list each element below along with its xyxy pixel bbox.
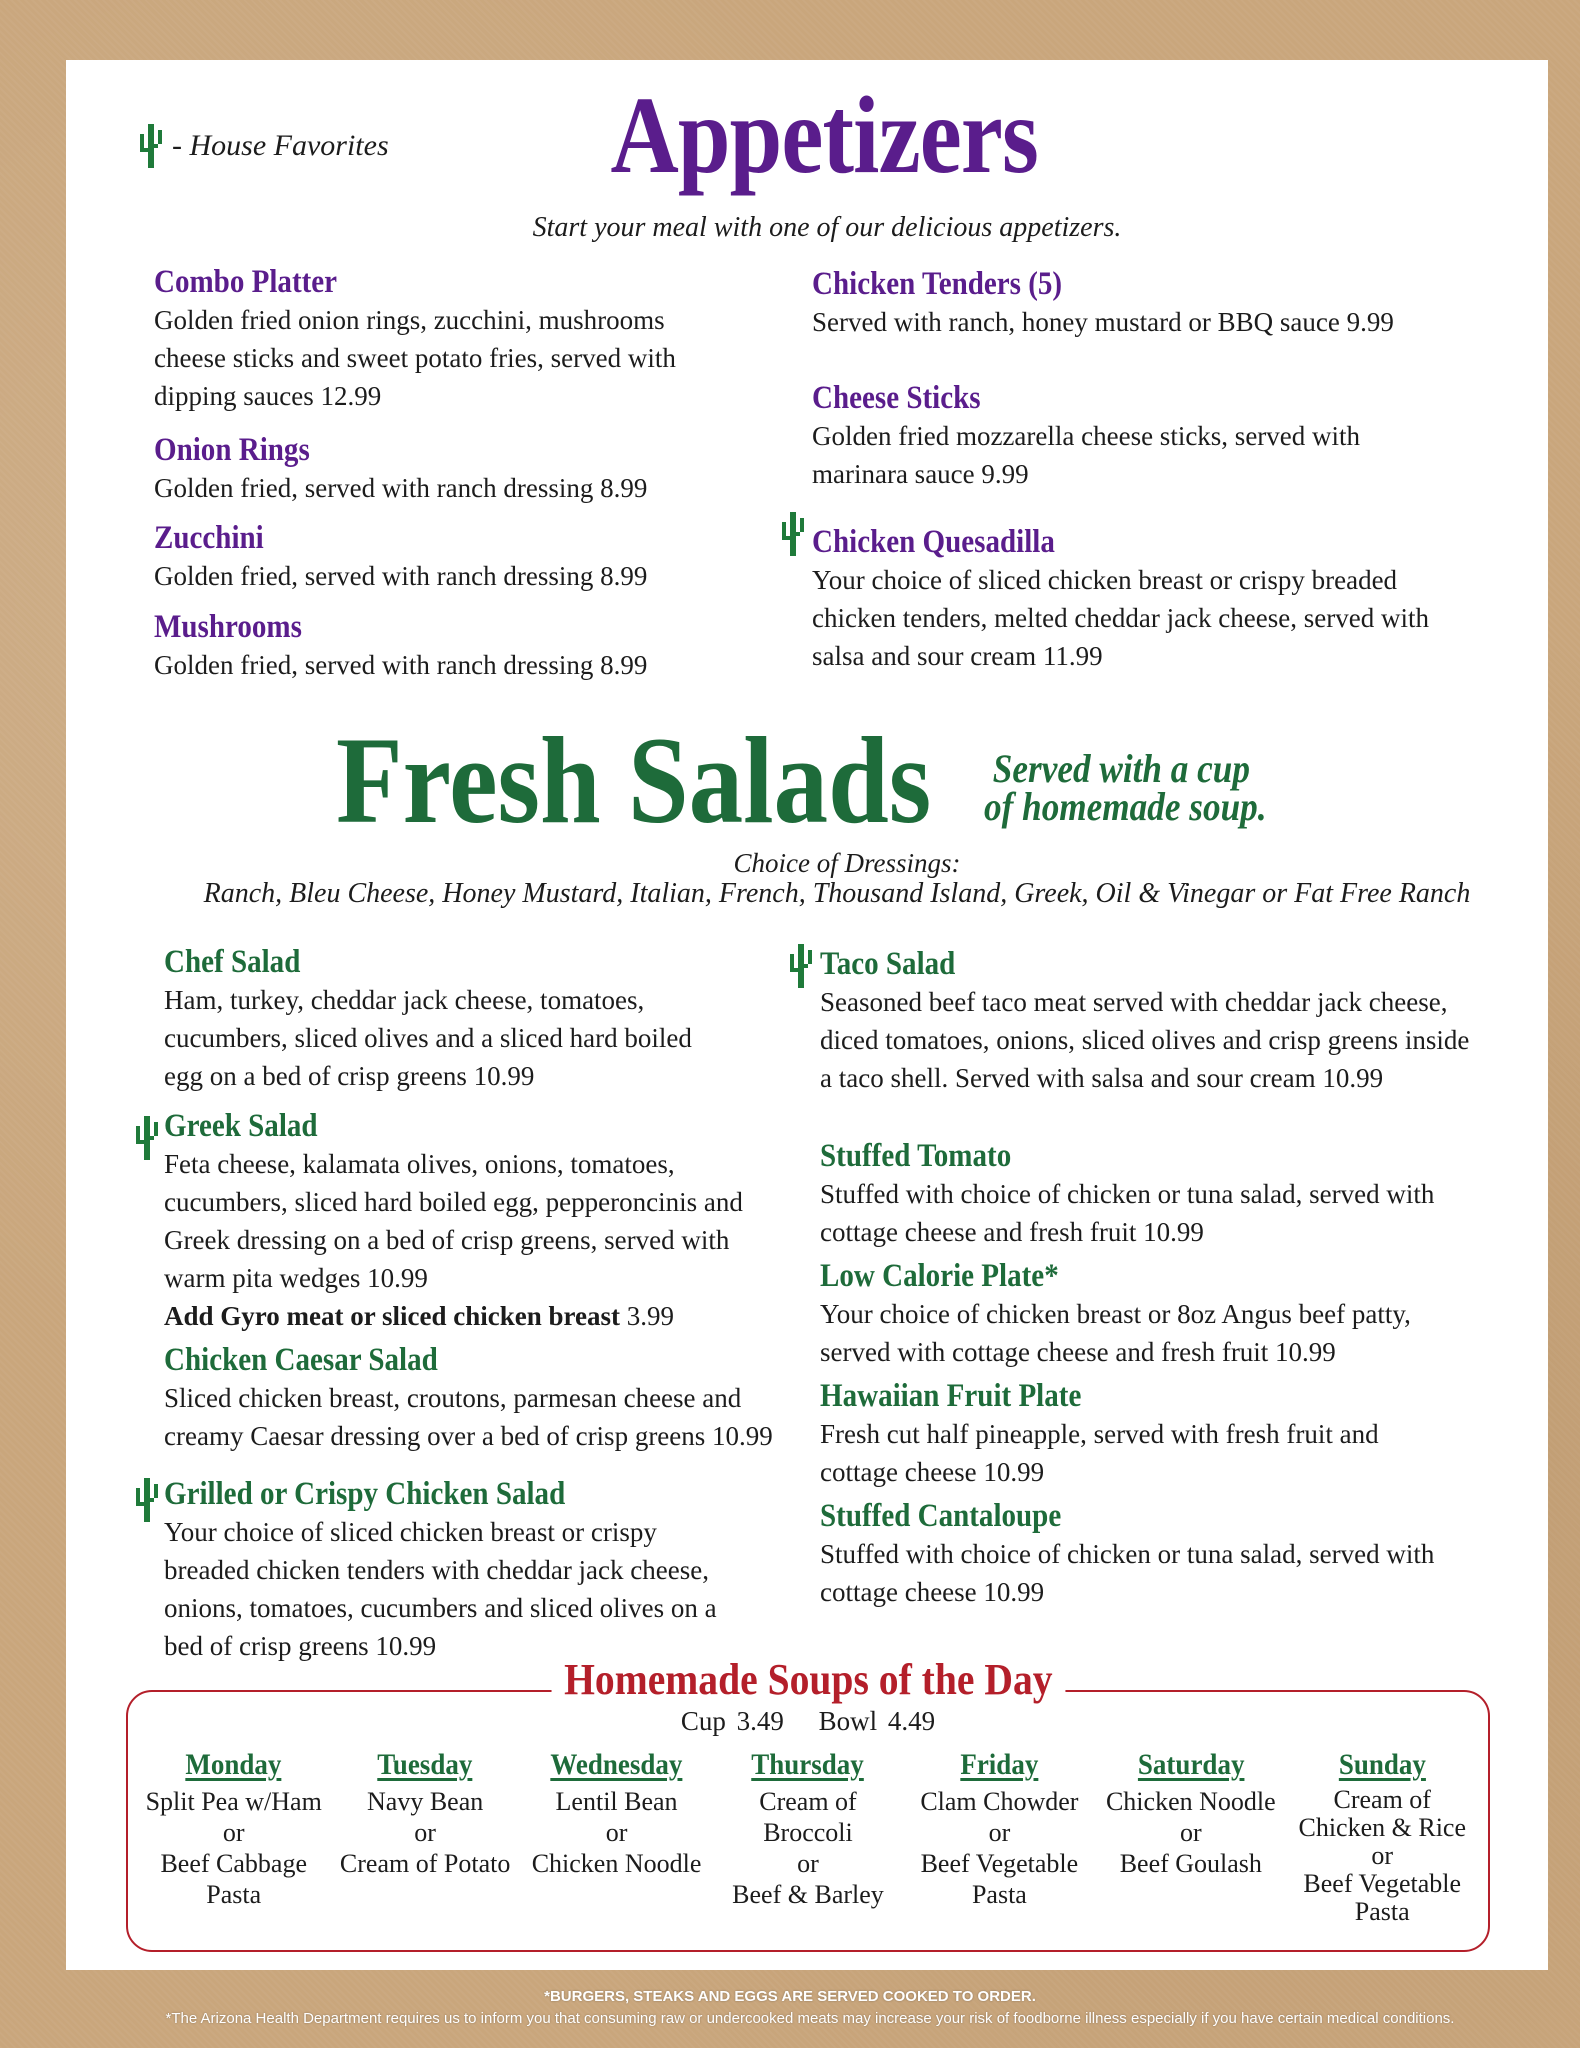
- soup-line: or: [414, 1818, 436, 1847]
- item-addon: [164, 1297, 764, 1335]
- menu-item: [164, 1476, 724, 1665]
- item-desc: Golden fried mozzarella cheese sticks, served with marinara sauce 9.99: [812, 421, 1361, 489]
- day-label: Saturday: [1137, 1748, 1245, 1781]
- cactus-icon: [786, 942, 816, 990]
- item-desc: Ham, turkey, cheddar jack cheese, tomatoes, cucumbers, sliced olives and a sliced hard boiled egg on a bed of crisp greens 10.99: [164, 985, 692, 1091]
- soups-of-the-day-box: [126, 1655, 1490, 1952]
- soup-options: [329, 1786, 520, 1879]
- item-desc: Golden fried, served with ranch dressing 8.99: [154, 650, 648, 680]
- menu-item: [154, 609, 694, 684]
- menu-item: [812, 380, 1412, 493]
- soup-day-wednesday: [521, 1748, 712, 1926]
- addon-label: Add Gyro meat or sliced chicken breast: [164, 1301, 620, 1331]
- soup-line: or: [1179, 1818, 1202, 1847]
- item-name: Stuffed Cantaloupe: [820, 1498, 1062, 1534]
- soup-line: or: [222, 1818, 245, 1847]
- item-desc: Golden fried, served with ranch dressing 8.99: [154, 561, 648, 591]
- item-desc: Stuffed with choice of chicken or tuna salad, served with cottage cheese 10.99: [820, 1539, 1435, 1607]
- soup-options: [138, 1786, 329, 1910]
- day-label: Monday: [185, 1748, 282, 1781]
- cactus-icon: [136, 122, 166, 170]
- soup-line: or: [1371, 1841, 1394, 1870]
- soup-day-sunday: [1287, 1748, 1478, 1926]
- menu-item: [164, 1342, 804, 1455]
- menu-page: [66, 60, 1548, 1970]
- cactus-icon: [132, 1114, 162, 1162]
- soup-line: or: [797, 1849, 819, 1878]
- item-name: Grilled or Crispy Chicken Salad: [164, 1476, 566, 1512]
- menu-item: [164, 1108, 764, 1335]
- soup-line: Split Pea w/Ham: [145, 1787, 322, 1816]
- menu-item: [820, 1378, 1460, 1491]
- menu-item: [154, 520, 694, 595]
- soup-days: [138, 1748, 1478, 1926]
- soup-line: Lentil Bean: [555, 1787, 678, 1816]
- cactus-icon: [132, 1476, 162, 1524]
- day-label: Sunday: [1338, 1748, 1426, 1781]
- appetizers-subtitle: Start your meal with one of our delicious appetizers.: [532, 212, 1122, 243]
- item-name: Zucchini: [154, 520, 264, 556]
- soup-line: Cream of: [759, 1787, 857, 1816]
- soup-line: Pasta: [1354, 1897, 1410, 1926]
- item-desc: Seasoned beef taco meat served with cheddar jack cheese, diced tomatoes, onions, sliced olives and crisp greens inside a taco shell. Served with salsa and sour cream 10.99: [820, 987, 1470, 1093]
- footer-disclaimer: [0, 1986, 1580, 2030]
- soup-day-friday: [904, 1748, 1095, 1926]
- item-desc: Fresh cut half pineapple, served with fresh fruit and cottage cheese 10.99: [820, 1419, 1379, 1487]
- health-department-note: *The Arizona Health Department requires us to inform you that consuming raw or undercooked meats may increase your risk of foodborne illness especially if you have certain medical conditions.: [165, 2010, 1455, 2027]
- cactus-icon: [778, 510, 808, 558]
- appetizers-heading: Appetizers: [610, 74, 1038, 196]
- item-name: Onion Rings: [154, 432, 310, 468]
- menu-item: [812, 524, 1462, 675]
- salads-heading: Fresh Salads: [336, 712, 932, 849]
- item-name: Hawaiian Fruit Plate: [820, 1378, 1082, 1414]
- item-name: Chicken Quesadilla: [812, 524, 1055, 560]
- soup-line: Beef Vegetable: [920, 1849, 1079, 1878]
- soup-line: Broccoli: [763, 1818, 853, 1847]
- salads-tagline: [984, 746, 1267, 829]
- soup-line: Navy Bean: [367, 1787, 484, 1816]
- menu-item: [154, 264, 694, 415]
- day-label: Tuesday: [377, 1748, 473, 1781]
- soup-line: Pasta: [971, 1880, 1027, 1909]
- addon-price: 3.99: [626, 1301, 674, 1331]
- soup-line: Cream of Potato: [339, 1849, 511, 1878]
- item-desc: Golden fried onion rings, zucchini, mushrooms cheese sticks and sweet potato fries, served with dipping sauces 12.99: [154, 305, 676, 411]
- salads-tagline-line1: Served with a cup: [992, 746, 1250, 791]
- item-name: Chicken Tenders (5): [812, 266, 1063, 302]
- item-name: Taco Salad: [820, 946, 956, 982]
- menu-item: [154, 432, 694, 507]
- soups-prices: [128, 1706, 1488, 1737]
- bowl-price: Bowl 4.49: [818, 1706, 936, 1736]
- item-desc: Served with ranch, honey mustard or BBQ sauce 9.99: [812, 307, 1394, 337]
- day-label: Friday: [960, 1748, 1039, 1781]
- soup-line: Chicken Noodle: [1105, 1787, 1276, 1816]
- item-name: Chicken Caesar Salad: [164, 1342, 438, 1378]
- item-desc: Sliced chicken breast, croutons, parmesan cheese and creamy Caesar dressing over a bed of crisp greens 10.99: [164, 1383, 773, 1451]
- soup-line: Chicken & Rice: [1298, 1813, 1466, 1842]
- soup-line: Clam Chowder: [920, 1787, 1079, 1816]
- salads-tagline-line2: of homemade soup.: [984, 784, 1267, 829]
- soup-line: Beef & Barley: [732, 1880, 884, 1909]
- soup-line: Beef Cabbage: [160, 1849, 307, 1878]
- cup-price: Cup 3.49: [680, 1706, 784, 1736]
- menu-item: [164, 944, 704, 1095]
- house-favorites-label: - House Favorites: [172, 129, 389, 162]
- soup-options: [904, 1786, 1095, 1910]
- soup-line: Beef Vegetable: [1303, 1869, 1462, 1898]
- item-name: Cheese Sticks: [812, 380, 981, 416]
- dressings-label: Choice of Dressings:: [733, 848, 961, 878]
- item-desc: Feta cheese, kalamata olives, onions, tomatoes, cucumbers, sliced hard boiled egg, pepperoncinis and Greek dressing on a bed of crisp greens, served with warm pita wedges 10.99: [164, 1149, 743, 1293]
- soup-line: Cream of: [1333, 1785, 1431, 1814]
- soup-line: or: [605, 1818, 628, 1847]
- soups-heading-text: Homemade Soups of the Day: [551, 1654, 1065, 1705]
- soup-options: [712, 1786, 903, 1910]
- item-desc: Your choice of chicken breast or 8oz Angus beef patty, served with cottage cheese and fresh fruit 10.99: [820, 1299, 1411, 1367]
- soup-line: Chicken Noodle: [531, 1849, 702, 1878]
- soup-day-monday: [138, 1748, 329, 1926]
- dressings-list: Ranch, Bleu Cheese, Honey Mustard, Italian, French, Thousand Island, Greek, Oil & Vinegar or Fat Free Ranch: [203, 878, 1471, 909]
- soups-heading: [128, 1654, 1488, 1705]
- soup-line: Beef Goulash: [1119, 1849, 1262, 1878]
- item-desc: Your choice of sliced chicken breast or crispy breaded chicken tenders with cheddar jack cheese, onions, tomatoes, cucumbers and sliced olives on a bed of crisp greens 10.99: [164, 1517, 717, 1661]
- menu-item: [820, 946, 1470, 1097]
- menu-item: [820, 1498, 1460, 1611]
- menu-item: [820, 1258, 1460, 1371]
- menu-item: [820, 1138, 1460, 1251]
- item-name: Low Calorie Plate*: [820, 1258, 1059, 1294]
- soup-options: [1095, 1786, 1286, 1879]
- item-name: Combo Platter: [154, 264, 338, 300]
- item-desc: Your choice of sliced chicken breast or crispy breaded chicken tenders, melted cheddar jack cheese, served with salsa and sour cream 11.99: [812, 565, 1429, 671]
- item-desc: Stuffed with choice of chicken or tuna salad, served with cottage cheese and fresh fruit 10.99: [820, 1179, 1435, 1247]
- soup-options: [521, 1786, 712, 1879]
- soup-line: Pasta: [206, 1880, 262, 1909]
- soup-day-tuesday: [329, 1748, 520, 1926]
- item-name: Stuffed Tomato: [820, 1138, 1012, 1174]
- soup-options: [1287, 1786, 1478, 1926]
- soup-line: or: [988, 1818, 1011, 1847]
- day-label: Thursday: [751, 1748, 865, 1781]
- menu-item: [812, 266, 1452, 341]
- item-desc: Golden fried, served with ranch dressing 8.99: [154, 473, 648, 503]
- item-name: Mushrooms: [154, 609, 302, 645]
- item-name: Chef Salad: [164, 944, 301, 980]
- soup-day-thursday: [712, 1748, 903, 1926]
- cooked-to-order-note: *BURGERS, STEAKS AND EGGS ARE SERVED COOKED TO ORDER.: [544, 1988, 1036, 2005]
- item-name: Greek Salad: [164, 1108, 318, 1144]
- day-label: Wednesday: [550, 1748, 683, 1781]
- soup-day-saturday: [1095, 1748, 1286, 1926]
